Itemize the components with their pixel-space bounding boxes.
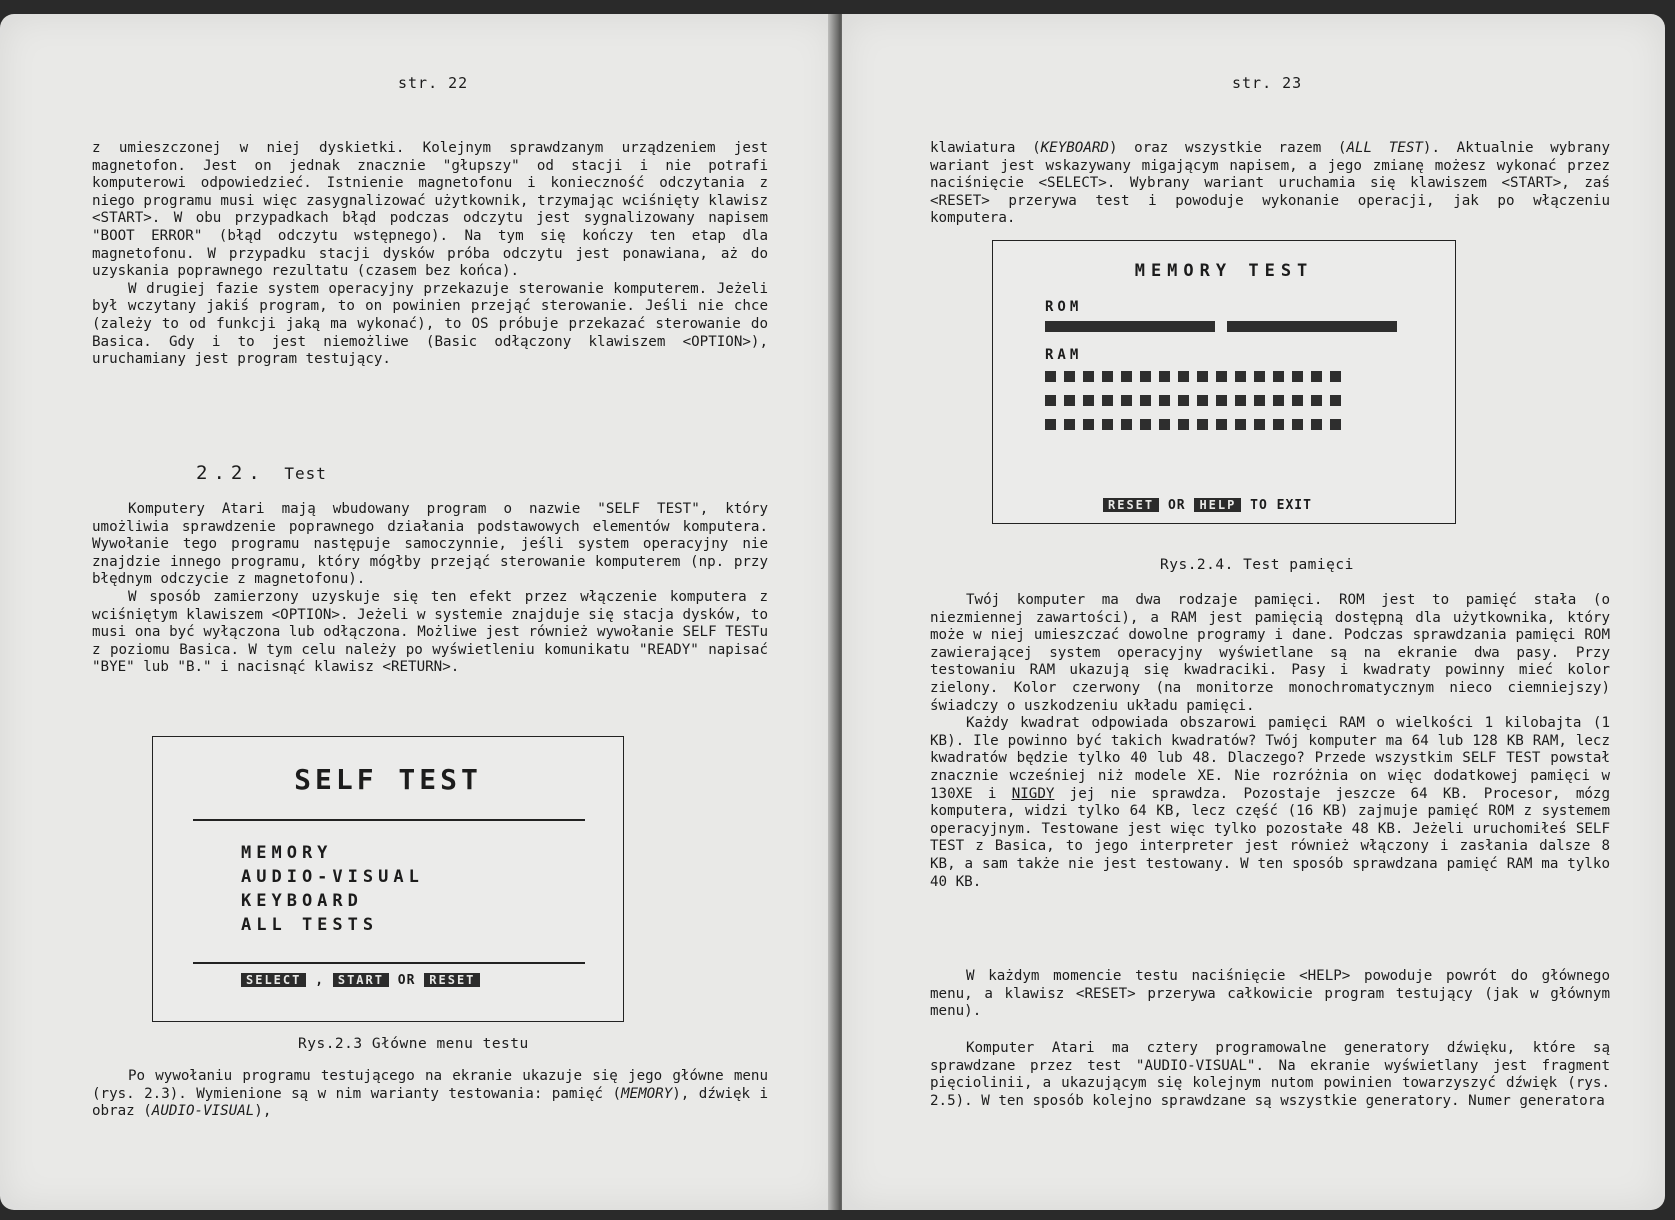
menu-item-all-tests: ALL TESTS (241, 915, 379, 935)
ram-square (1064, 371, 1075, 382)
text-block-top (92, 140, 768, 369)
ram-square (1311, 395, 1322, 406)
ram-square (1254, 419, 1265, 430)
figure-title: MEMORY TEST (1134, 261, 1314, 281)
page-number: str. 22 (398, 74, 469, 92)
ram-square (1330, 395, 1341, 406)
ram-square (1273, 371, 1284, 382)
ram-square (1273, 419, 1284, 430)
ram-square (1197, 371, 1208, 382)
ram-square (1083, 371, 1094, 382)
ram-square (1102, 371, 1113, 382)
ram-square (1216, 395, 1227, 406)
ram-square (1254, 395, 1265, 406)
divider (193, 962, 585, 964)
ram-square (1292, 419, 1303, 430)
ram-row (1045, 419, 1341, 430)
ram-square (1083, 395, 1094, 406)
section-number: 2.2. (196, 462, 266, 484)
paragraph: W sposób zamierzony uzyskuje się ten efekt przez włączenie komputera z wciśniętym klawiszem <OPTION>. Jeżeli w systemie znajduje się stacja dysków, to musi ona być wyłączona lub odłączona. Możliwe jest również wywołanie SELF TESTu z poziomu Basica. W tym celu należy po wyświetleniu komunikatu "READY" napisać "BYE" lub "B." i nacisnąć klawisz <RETURN>. (92, 588, 768, 676)
paragraph: Komputer Atari ma cztery programowalne generatory dźwięku, które są sprawdzane przez test "AUDIO-VISUAL". Na ekranie wyświetlany jest fragment pięciolinii, a ukazującym się kolejnym nutom powinien towarzyszyć dźwięk (rys. 2.5). W ten sposób kolejno sprawdzane są wszystkie generatory. Numer generatora (930, 1040, 1610, 1109)
text-block-audio (930, 1040, 1610, 1110)
ram-square (1121, 371, 1132, 382)
ram-square (1140, 419, 1151, 430)
ram-square (1311, 371, 1322, 382)
key-select: SELECT (241, 973, 306, 987)
key-reset: RESET (1103, 498, 1159, 512)
ram-square (1064, 419, 1075, 430)
ram-square (1292, 371, 1303, 382)
ram-row (1045, 371, 1341, 382)
rom-label: ROM (1045, 299, 1083, 315)
ram-square (1197, 419, 1208, 430)
ram-square (1121, 419, 1132, 430)
ram-square (1178, 419, 1189, 430)
text-block-top (930, 140, 1610, 228)
key-start: START (333, 973, 389, 987)
comma: , (315, 973, 325, 988)
figure-title: SELF TEST (294, 763, 482, 796)
ram-square (1311, 419, 1322, 430)
left-page (0, 14, 836, 1210)
paragraph: Po wywołaniu programu testującego na ekranie ukazuje się jego główne menu (rys. 2.3). Wymienione są w nim warianty testowania: pamięć (MEMORY), dźwięk i obraz (AUDIO-VISUAL), (92, 1068, 768, 1120)
page-number: str. 23 (1232, 74, 1303, 92)
menu-item-audio-visual: AUDIO-VISUAL (241, 867, 424, 887)
text-block-help (930, 968, 1610, 1021)
text-block-main (930, 592, 1610, 891)
text-block-bottom (92, 1068, 768, 1121)
ram-square (1045, 371, 1056, 382)
ram-square (1330, 371, 1341, 382)
word-to-exit: TO EXIT (1250, 498, 1312, 513)
self-test-menu (241, 841, 424, 937)
paragraph: z umieszczonej w niej dyskietki. Kolejnym sprawdzanym urządzeniem jest magnetofon. Jest on jednak znacznie "głupszy" od stacji i nie potrafi komputerowi odpowiedzieć. Istnienie magnetofonu i konieczność odczytania z niego programu musi więc zasygnalizować użytkownik, trzymając wciśnięty klawisz <START>. W obu przypadkach błąd podczas odczytu jest sygnalizowany napisem "BOOT ERROR" (błąd odczytu wstępnego). Na tym się kończy ten etap dla magnetofonu. W przypadku stacji dysków próba odczytu jest ponawiana, aż do uzyskania poprawnego rezultatu (czasem bez końca). (92, 140, 768, 280)
key-reset: RESET (424, 973, 480, 987)
right-page (842, 14, 1665, 1210)
memory-test-figure (992, 240, 1456, 524)
ram-square (1178, 395, 1189, 406)
paragraph: Każdy kwadrat odpowiada obszarowi pamięci RAM o wielkości 1 kilobajta (1 KB). Ile powinno być takich kwadratów? Twój komputer ma 64 lub 128 KB RAM, lecz kwadratów będzie tylko 40 lub 48. Dlaczego? Przede wszystkim SELF TEST powstał znacznie wcześniej niż modele XE. Nie rozróżnia on więc dodatkowej pamięci w 130XE i NIGDY jej nie sprawdza. Pozostaje jeszcze 64 KB. Procesor, mózg komputera, widzi tylko 64 KB, lecz część (16 KB) zajmuje pamięć ROM z systemem operacyjnym. Testowane jest więc tylko pozostałe 48 KB. Jeżeli uruchomiłeś SELF TEST z Basica, to jego interpreter jest również włączony i zasłania dalsze 8 KB, a sam także nie jest testowany. W ten sposób sprawdzana pamięć RAM ma tylko 40 KB. (930, 715, 1610, 890)
ram-square (1159, 395, 1170, 406)
ram-square (1083, 419, 1094, 430)
ram-square (1235, 419, 1246, 430)
ram-square (1216, 371, 1227, 382)
menu-item-keyboard: KEYBOARD (241, 891, 363, 911)
ram-label: RAM (1045, 347, 1083, 363)
paragraph: klawiatura (KEYBOARD) oraz wszystkie razem (ALL TEST). Aktualnie wybrany wariant jest wskazywany migającym napisem, a jego zmianę możesz wykonać przez naciśnięcie <SELECT>. Wybrany wariant uruchamia się klawiszem <START>, zaś <RESET> przerywa test i powoduje wykonanie operacji, jak po włączeniu komputera. (930, 140, 1610, 227)
divider (193, 819, 585, 821)
ram-square (1102, 395, 1113, 406)
word-or: OR (397, 973, 416, 988)
menu-item-memory: MEMORY (241, 843, 333, 863)
ram-square (1045, 419, 1056, 430)
ram-square (1064, 395, 1075, 406)
paragraph: Twój komputer ma dwa rodzaje pamięci. ROM jest to pamięć stała (o niezmiennej zawartości), a RAM jest pamięcią dostępną dla użytkownika, który może w niej umieszczać dowolne programy i dane. Podczas sprawdzania pamięci ROM zawierającej system operacyjny wyświetlane są na ekranie dwa pasy. Przy testowaniu RAM ukazują się kwadraciki. Pasy i kwadraty powinny mieć kolor zielony. Kolor czerwony (na monitorze monochromatycznym nieco ciemniejszy) świadczy o uszkodzeniu układu pamięci. (930, 592, 1610, 714)
ram-square (1216, 419, 1227, 430)
paragraph: W drugiej fazie system operacyjny przekazuje sterowanie komputerem. Jeżeli był wczytany jakiś program, to on powinien przejąć sterowanie. Jeśli nie chce (zależy to od funkcji jaką ma wykonać), to OS próbuje przekazać sterowanie do Basica. Gdy i to jest niemożliwe (Basic odłączony klawiszem <OPTION>), uruchamiany jest program testujący. (92, 280, 768, 368)
ram-square (1178, 371, 1189, 382)
figure-caption: Rys.2.3 Główne menu testu (298, 1036, 529, 1052)
ram-square (1121, 395, 1132, 406)
ram-square (1140, 395, 1151, 406)
key-legend (1103, 498, 1312, 513)
ram-square (1235, 371, 1246, 382)
section-title: Test (284, 464, 327, 483)
self-test-figure (152, 736, 624, 1022)
ram-square (1102, 419, 1113, 430)
rom-bar (1227, 321, 1397, 332)
ram-square (1330, 419, 1341, 430)
text-block-mid (92, 501, 768, 677)
section-heading (196, 462, 327, 484)
ram-square (1273, 395, 1284, 406)
ram-square (1045, 395, 1056, 406)
ram-square (1159, 419, 1170, 430)
figure-caption: Rys.2.4. Test pamięci (1160, 557, 1354, 573)
rom-bar (1045, 321, 1215, 332)
key-legend (241, 973, 480, 988)
ram-square (1292, 395, 1303, 406)
word-or: OR (1167, 498, 1186, 513)
paragraph: Komputery Atari mają wbudowany program o nazwie "SELF TEST", który umożliwia sprawdzenie poprawnego działania podstawowych elementów komputera. Wywołanie tego programu następuje samoczynnie, jeśli system operacyjny nie znajdzie innego programu, który mógłby przejąć sterowanie komputerem (np. przy błędnym odczycie z magnetofonu). (92, 501, 768, 588)
key-help: HELP (1194, 498, 1241, 512)
ram-square (1254, 371, 1265, 382)
ram-row (1045, 395, 1341, 406)
ram-square (1140, 371, 1151, 382)
ram-square (1235, 395, 1246, 406)
paragraph: W każdym momencie testu naciśnięcie <HELP> powoduje powrót do głównego menu, a klawisz <RESET> przerywa całkowicie program testujący (jak w głównym menu). (930, 968, 1610, 1020)
ram-square (1197, 395, 1208, 406)
ram-square (1159, 371, 1170, 382)
